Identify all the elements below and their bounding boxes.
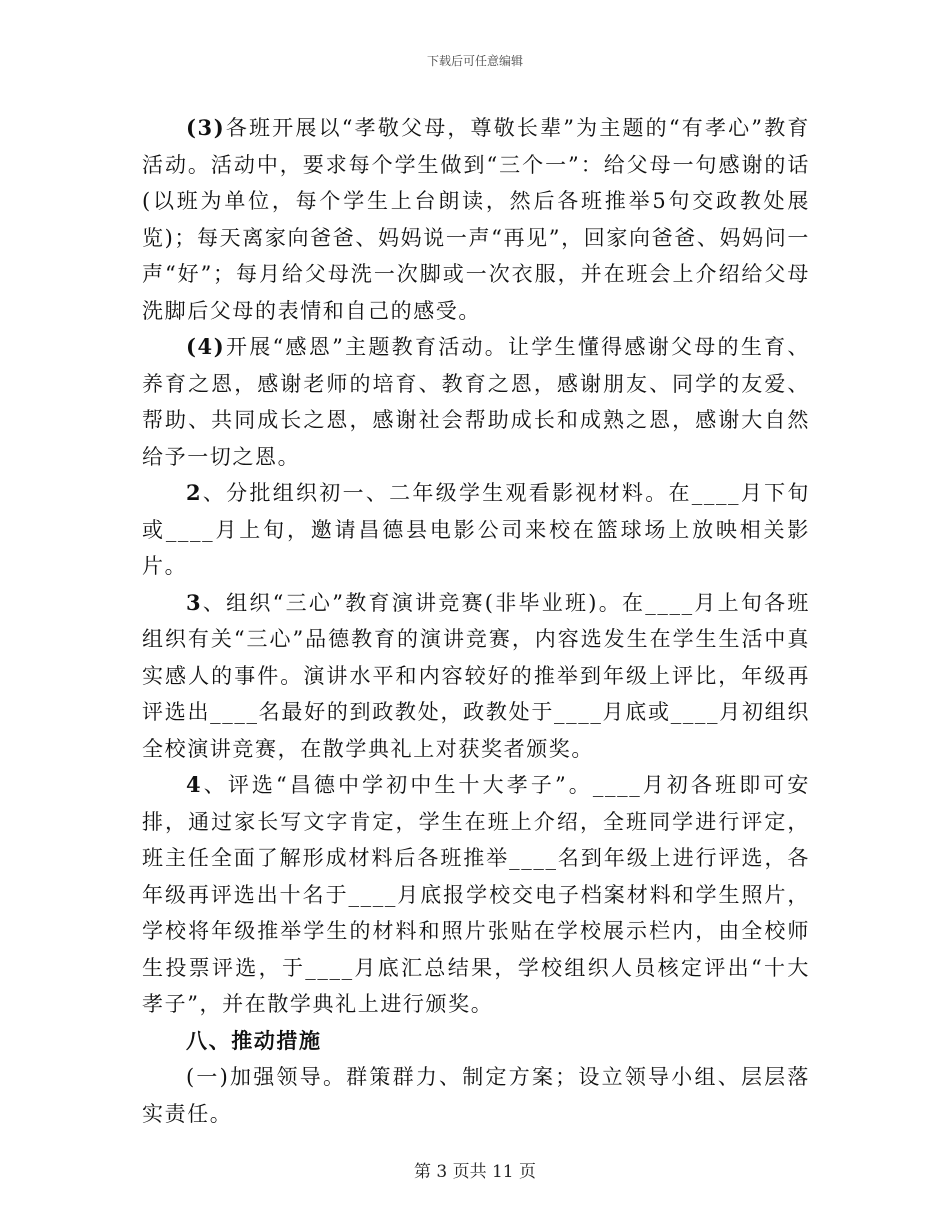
paragraph-text: 、评选“昌德中学初中生十大孝子”。____月初各班即可安排，通过家长写文字肯定，学生在班上介绍，全班同学进行评定，班主任全面了解形成材料后各班推举____名到年级上进行评选，各年级再评选出十名于____月底报学校交电子档案材料和学生照片，学校将年级推举学生的材料和照片张贴在学校展示栏内，由全校师生投票评选，于____月底汇总结果，学校组织人员核定评出“十大孝子”，并在散学典礼上进行颁奖。: [142, 773, 810, 1016]
paragraph-lead: 2: [186, 480, 203, 505]
paragraph-text: 、组织“三心”教育演讲竞赛(非毕业班)。在____月上旬各班组织有关“三心”品德教育的演讲竞赛，内容选发生在学生生活中真实感人的事件。演讲水平和内容较好的推举到年级上评比，年级再评选出____名最好的到政教处，政教处于____月底或____月初组织全校演讲竞赛，在散学典礼上对获奖者颁奖。: [142, 590, 810, 761]
paragraph-lead: (3): [186, 115, 226, 140]
paragraph-lead: (4): [186, 334, 226, 359]
closing-paragraph: (一)加强领导。群策群力、制定方案；设立领导小组、层层落实责任。: [142, 1065, 810, 1126]
paragraph-section-4: [142, 767, 810, 1023]
paragraph-section-2: [142, 475, 810, 585]
document-body: [142, 110, 810, 1132]
paragraph-item-4: [142, 329, 810, 475]
paragraph-lead: 3: [186, 589, 203, 615]
page-footer: 第 3 页共 11 页: [413, 1162, 537, 1182]
paragraph-lead: 4: [186, 772, 203, 797]
paragraph-text: 各班开展以“孝敬父母，尊敬长辈”为主题的“有孝心”教育活动。活动中，要求每个学生做到“三个一”：给父母一句感谢的话(以班为单位，每个学生上台朗读，然后各班推举5句交政教处展览)；每天离家向爸爸、妈妈说一声“再见”，回家向爸爸、妈妈问一声“好”；每月给父母洗一次脚或一次衣服，并在班会上介绍给父母洗脚后父母的表情和自己的感受。: [142, 116, 811, 323]
paragraph-section-3: [142, 585, 810, 768]
section-heading: 八、推动措施: [186, 1027, 322, 1053]
paragraph-item-3: [142, 110, 810, 329]
page-header-note: 下载后可任意编辑: [426, 54, 523, 68]
paragraph-text: 开展“感恩”主题教育活动。让学生懂得感谢父母的生育、养育之恩，感谢老师的培育、教育之恩，感谢朋友、同学的友爱、帮助、共同成长之恩，感谢社会帮助成长和成熟之恩，感谢大自然给予一切之恩。: [142, 335, 810, 469]
paragraph-text: 、分批组织初一、二年级学生观看影视材料。在____月下旬或____月上旬，邀请昌德县电影公司来校在篮球场上放映相关影片。: [142, 481, 810, 578]
